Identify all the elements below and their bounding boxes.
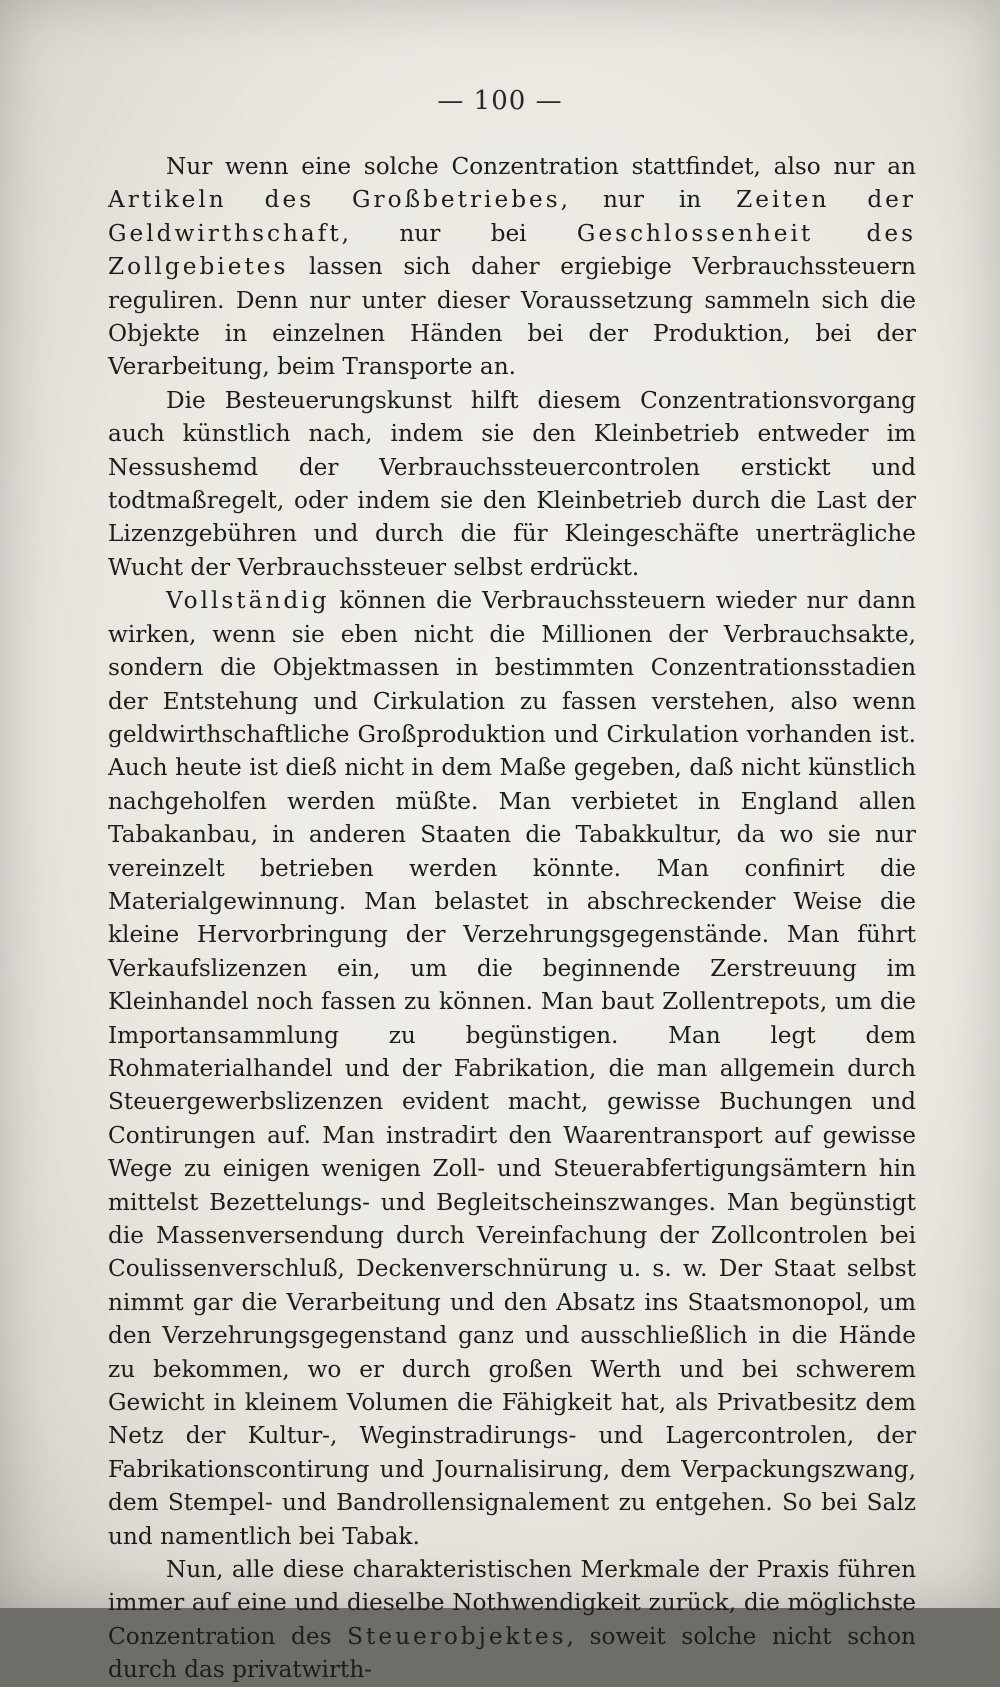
spaced-emphasis: Geschlossenheit des Zollgebietes (108, 219, 916, 281)
text-segment: , nur bei (341, 219, 577, 247)
spaced-emphasis: Steuerobjektes (347, 1622, 567, 1650)
body-text (108, 150, 916, 1687)
text-segment: Die Besteuerungskunst hilft diesem Conzentrationsvorgang auch künstlich nach, indem sie den Kleinbetrieb entweder im Nessushemd der Verbrauchssteuercontrolen erstickt und todtmaßregelt, oder indem sie den Kleinbetrieb durch die Last der Lizenzgebühren und durch die für Kleingeschäfte unerträgliche Wucht der Verbrauchssteuer selbst erdrückt. (108, 386, 916, 581)
text-segment: , soweit solche nicht schon durch das privatwirth- (108, 1622, 916, 1684)
spaced-emphasis: Artikeln des Großbetriebes (108, 186, 561, 214)
text-segment: Nun, alle diese charakteristischen Merkmale der Praxis führen immer auf eine und dieselbe Nothwendigkeit zurück, die möglichste Conzentration des (108, 1556, 916, 1650)
text-segment: , nur in (560, 186, 737, 214)
paragraph-2 (108, 384, 916, 584)
text-segment: können die Verbrauchssteuern wieder nur dann wirken, wenn sie eben nicht die Millionen der Verbrauchsakte, sondern die Objektmassen in bestimmten Conzentrationsstadien der Entstehung und Cirkulation zu fassen verstehen, also wenn geldwirthschaftliche Großproduktion und Cirkulation vorhanden ist. Auch heute ist dieß nicht in dem Maße gegeben, daß nicht künstlich nachgeholfen werden müßte. Man verbietet in England allen Tabakanbau, in anderen Staaten die Tabakkultur, da wo sie nur vereinzelt betrieben werden könnte. Man confinirt die Materialgewinnung. Man belastet in abschreckender Weise die kleine Hervorbringung der Verzehrungsgegenstände. Man führt Verkaufslizenzen ein, um die beginnende Zerstreuung im Kleinhandel noch fassen zu können. Man baut Zollentrepots, um die Importansammlung zu begünstigen. Man legt dem Rohmaterialhandel und der Fabrikation, die man allgemein durch Steuergewerbslizenzen evident macht, gewisse Buchungen und Contirungen auf. Man instradirt den Waarentransport auf gewisse Wege zu einigen wenigen Zoll- und Steuerabfertigungsämtern hin mittelst Bezettelungs- und Begleitscheinszwanges. Man begünstigt die Massenversendung durch Vereinfachung der Zollcontrolen bei Coulissenverschluß, Deckenverschnürung u. s. w. Der Staat selbst nimmt gar die Verarbeitung und den Absatz ins Staatsmonopol, um den Verzehrungsgegenstand ganz und ausschließlich in die Hände zu bekommen, wo er durch großen Werth und bei schwerem Gewicht in kleinem Volumen die Fähigkeit hat, als Privatbesitz dem Netz der Kultur-, Weginstradirungs- und Lagercontrolen, der Fabrikationscontirung und Journalisirung, dem Verpackungszwang, dem Stempel- und Bandrollensignalement zu entgehen. So bei Salz und namentlich bei Tabak. (108, 587, 916, 1550)
spaced-emphasis: Zeiten der Geldwirthschaft (108, 186, 916, 247)
spaced-emphasis: Vollständig (166, 587, 330, 615)
paragraph-4 (108, 1553, 916, 1687)
text-segment: Nur wenn eine solche Conzentration stattfindet, also nur an (166, 153, 916, 180)
paragraph-3 (108, 584, 916, 1553)
text-segment: lassen sich daher ergiebige Verbrauchssteuern reguliren. Denn nur unter dieser Voraussetzung sammeln sich die Objekte in einzelnen Händen bei der Produktion, bei der Verarbeitung, beim Transporte an. (108, 253, 916, 381)
page-number: — 100 — (437, 86, 563, 116)
paragraph-1 (108, 150, 916, 384)
